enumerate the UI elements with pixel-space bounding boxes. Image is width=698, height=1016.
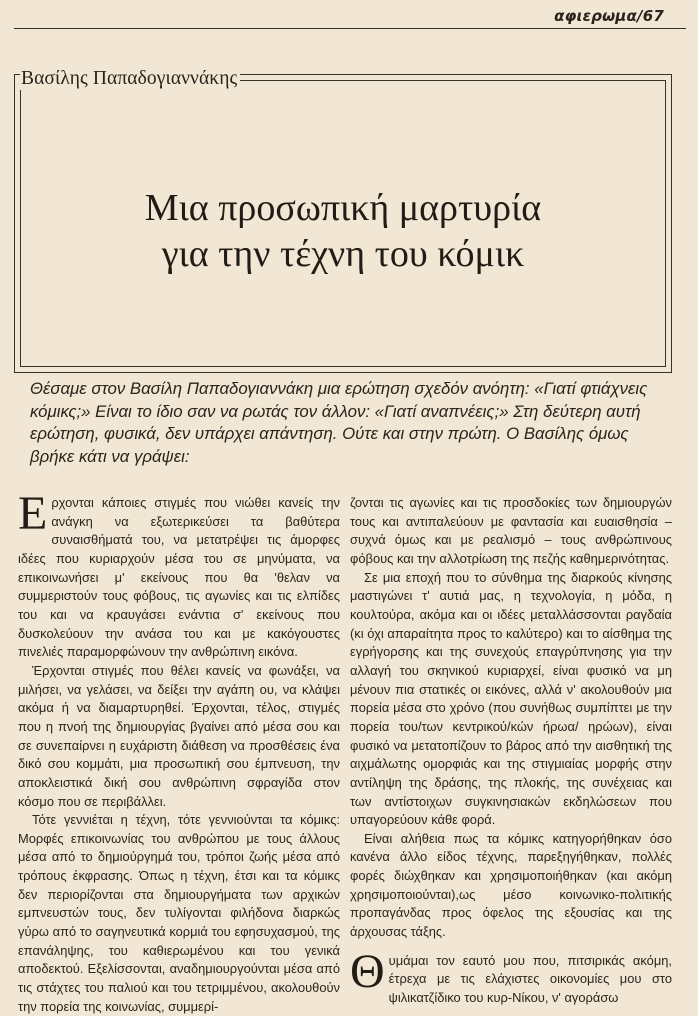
title-frame	[14, 74, 672, 373]
drop-cap: Θ	[350, 944, 385, 998]
article-title	[15, 185, 671, 277]
paragraph-text: υμάμαι τον εαυτό μου που, πιτσιρικάς ακόμη, έτρεχα με τις ελάχιστες οικονομίες μου στο ψιλικατζίδικο του κυρ-Νίκου, ν' αγοράσω	[388, 952, 672, 1006]
paragraph	[18, 487, 340, 662]
article-intro: Θέσαμε στον Βασίλη Παπαδογιαννάκη μια ερώτηση σχεδόν ανόητη: «Γιατί φτιάχνεις κόμικς;» Είναι το ίδιο σαν να ρωτάς τον άλλον: «Γιατί αναπνέεις;» Στη δεύτερη αυτή ερώτηση, φυσικά, δεν υπάρχει απάντηση. Ούτε και στην πρώτη. Ο Βασίλης όμως βρήκε κάτι να γράψει:	[30, 379, 648, 466]
author-name: Βασίλης Παπαδογιαννάκης	[20, 68, 240, 90]
paragraph: Σε μια εποχή που το σύνθημα της διαρκούς κίνησης μαστιγώνει τ' αυτιά μας, η τεχνολογία, η μόδα, η κουλτούρα, ακόμα και οι ιδέες μεταλλάσσονται ραγδαία (κι όχι απαραίτητα προς το καλύτερο) και το αίσθημα της εγρήγορσης και της συνεχούς επαγρύπνησης για την αλλαγή του σκηνικού κυριαρχεί, είναι φυσικό να μη μένουν πια στατικές οι εικόνες, αλλά ν' ακολουθούν μια πορεία μέσα στο χρόνο (που συνήθως συμπίπτει με την πορεία του/των κεντρικού/κών ήρωα/ ηρώων), είναι φυσικό να μετατοπίζουν το βάρος από την αισθητική της αιχμάλωτης ομορφιάς και της στιγμιαίας μορφής στην αντίληψη της δράσης, της πλοκής, της συνέχειας και των αντίστοιχων συγκινησιακών εκδηλώσεων που υπαγορεύουν κάθε φορά.	[350, 569, 672, 828]
title-line-2: για την τέχνη του κόμικ	[161, 233, 525, 275]
paragraph: Τότε γεννιέται η τέχνη, τότε γεννιούνται τα κόμικς: Μορφές επικοινωνίας του ανθρώπου με τους άλλους μέσα από το δημιούργημά του, τρόποι ζωής μέσα από τρόπους έκφρασης. Όπως η τέχνη, έτσι και τα κόμικς δεν περιορίζονται στα δημιουργήματα των αρχικών εμπνευστών τους, δεν τυλίγονται φιλήδονα διαρκώς γύρω από το σαγηνευτικά κορμιά του εφησυχασμού, της επανάληψης, του καθιερωμένου και του γενικά αποδεκτού. Εξελίσσονται, αναδημιουργούνται μέσα από τις στάχτες του παλιού και του τετριμμένου, ακολουθούν την πορεία της κοινωνίας, συμμερί-	[18, 812, 340, 1014]
page-header	[14, 6, 686, 29]
paragraph: ζονται τις αγωνίες και τις προσδοκίες των δημιουργών τους και αντιπαλεύουν με φαντασία και ευαισθησία – συχνά όμως και με ρεαλισμό – τους ανθρώπινους φόβους και την αλλοτρίωση της πεζής καθημερινότητας.	[350, 495, 672, 566]
drop-cap: Ε	[18, 487, 48, 540]
paragraph: Είναι αλήθεια πως τα κόμικς κατηγορήθηκαν όσο κανένα άλλο είδος τέχνης, παρεξηγήθηκαν, πολλές φορές διώχθηκαν και χρησιμοποιήθηκαν (και ακόμη χρησιμοποιούνται),ως μέσο κοινωνικο-πολιτικής προπαγάνδας προς όφελος της εξουσίας και της άρχουσας τάξης.	[350, 830, 672, 940]
body-column-left	[18, 487, 340, 1016]
body-column-right	[350, 494, 672, 1008]
paragraph-text: ρχονται κάποιες στιγμές που νιώθει κανείς την ανάγκη να εξωτερικεύσει τα βαθύτερα συναισθήματά του, να μετατρέψει τις άμορφες ιδέες που κυριαρχούν μέσα του σε μηνύματα, να επικοινωνήσει μ' εκείνους που θα 'θελαν να συμμεριστούν τους φόβους, τις αγωνίες και τις ελπίδες του και να κραυγάσει ενάντια σ' εκείνους που δυσκολεύουν την ανάσα του και με κακόγουστες πινελιές παραμορφώνουν την ανθρώπινη εικόνα.	[18, 495, 340, 660]
section-page-label: αφιερωμα/67	[554, 7, 664, 25]
paragraph: Έρχονται στιγμές που θέλει κανείς να φωνάξει, να μιλήσει, να γελάσει, να δείξει την αγάπη ου, να κλάψει ακόμα ή να διαμαρτυρηθεί. Έρχονται, τέλος, στιγμές που η πνοή της δημιουργίας βγαίνει από μέσα σου και σε συνεπαίρνει η ευχάριστη διάθεση να προσθέσεις ένα δικό σου κομμάτι, μια προσωπική σου έμπνευση, την αποκλειστικά δική σου ανθρώπινη σφραγίδα στον κόσμο που σε περιβάλλει.	[18, 662, 340, 809]
title-line-1: Μια προσωπική μαρτυρία	[144, 187, 542, 229]
paragraph	[350, 944, 672, 1008]
